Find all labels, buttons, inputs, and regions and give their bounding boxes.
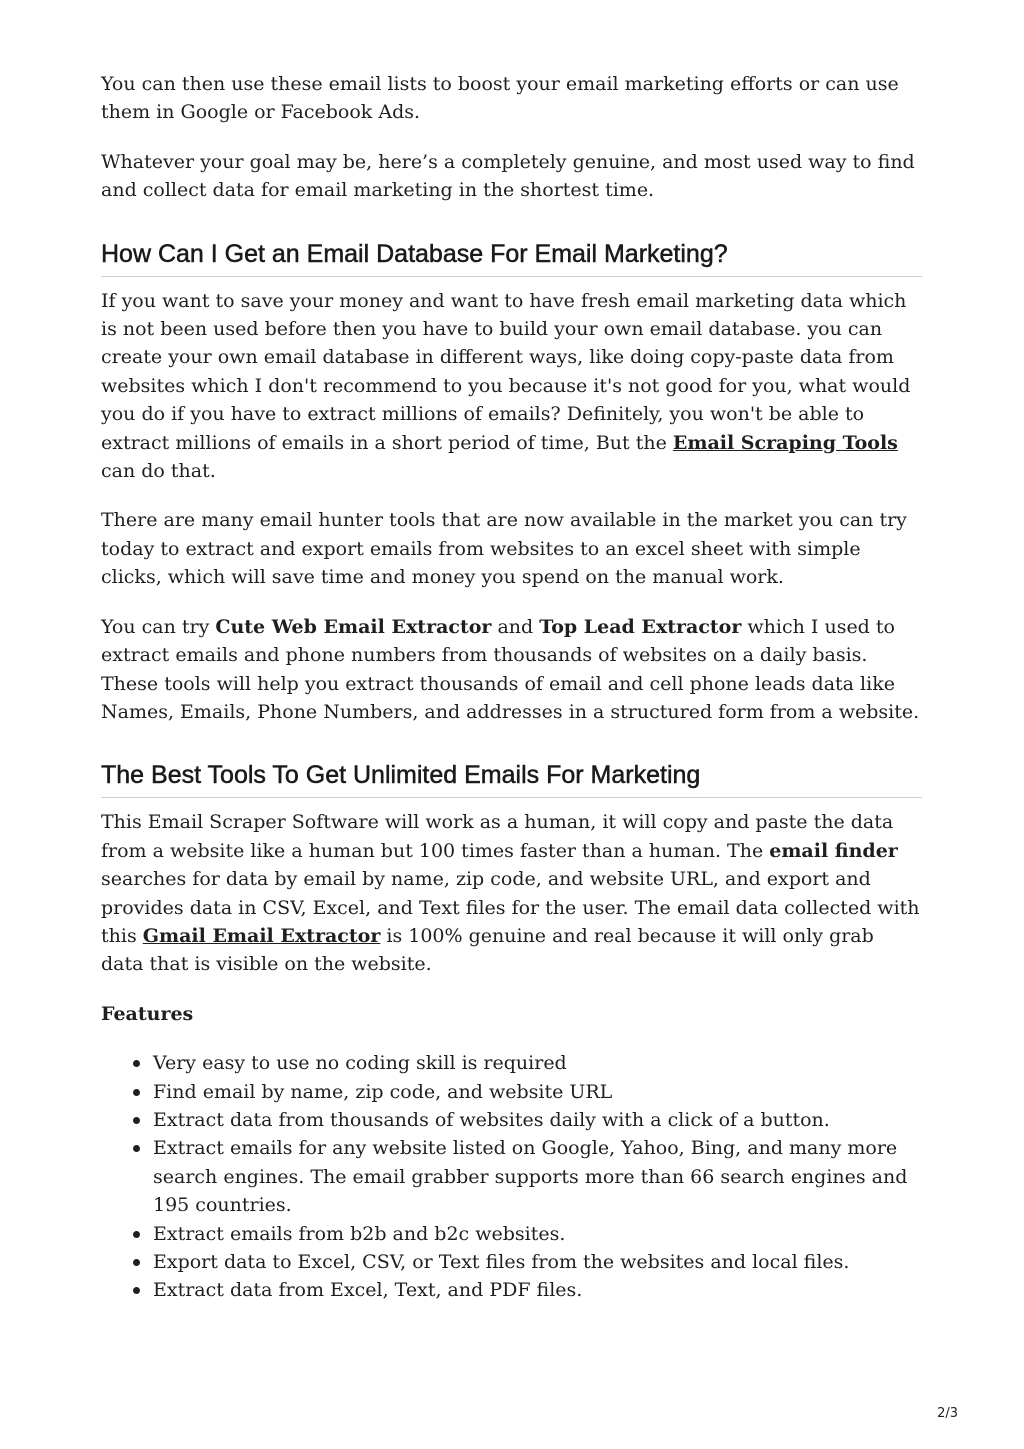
section1-paragraph-1 [101, 287, 922, 486]
section-heading-email-database: How Can I Get an Email Database For Email Marketing? [101, 239, 922, 277]
section1-paragraph-2: There are many email hunter tools that are now available in the market you can try today to extract and export emails from websites to an excel sheet with simple clicks, which will save time and money you spend on the manual work. [101, 509, 907, 589]
section1-p1-text-after: can do that. [101, 460, 216, 483]
section2-p1-text-c: is 100% genuine and real because it will only grab data that is visible on the website. [101, 924, 874, 976]
features-heading-text: Features [101, 1002, 194, 1025]
document-page [101, 70, 922, 1305]
top-lead-extractor-text: Top Lead Extractor [539, 615, 742, 638]
section1-paragraph-3 [101, 613, 922, 727]
email-scraping-tools-link[interactable]: Email Scraping Tools [672, 431, 898, 454]
list-item: Export data to Excel, CSV, or Text files from the websites and local files. [153, 1248, 922, 1276]
list-item: Extract data from thousands of websites daily with a click of a button. [153, 1106, 922, 1134]
email-finder-text: email finder [769, 839, 898, 862]
list-item: Extract data from Excel, Text, and PDF files. [153, 1276, 922, 1304]
list-item: Extract emails from b2b and b2c websites. [153, 1220, 922, 1248]
section2-p1-text-b: searches for data by email by name, zip code, and website URL, and export and provides data in CSV, Excel, and Text files for the user. The email data collected with this [101, 868, 920, 947]
intro-paragraph-2: Whatever your goal may be, here’s a completely genuine, and most used way to find and collect data for email marketing in the shortest time. [101, 150, 915, 202]
list-item: Very easy to use no coding skill is required [153, 1049, 922, 1077]
section1-p1-text-before: If you want to save your money and want to have fresh email marketing data which is not been used before then you have to build your own email database. you can create your own email database in different ways, like doing copy-paste data from websites which I don't recommend to you because it's not good for you, what would you do if you have to extract millions of emails? Definitely, you won't be able to extract millions of emails in a short period of time, But the [101, 289, 911, 454]
page-number: 2/3 [937, 1406, 958, 1421]
cute-web-email-extractor-text: Cute Web Email Extractor [215, 615, 492, 638]
gmail-email-extractor-link[interactable]: Gmail Email Extractor [142, 924, 381, 947]
section2-p1-text-a: This Email Scraper Software will work as a human, it will copy and paste the data from a website like a human but 100 times faster than a human. The [101, 811, 894, 862]
intro-paragraph-1: You can then use these email lists to boost your email marketing efforts or can use them in Google or Facebook Ads. [101, 73, 899, 124]
section1-p3-text-b: and [491, 615, 540, 638]
section2-paragraph-1 [101, 808, 922, 978]
list-item: Find email by name, zip code, and website URL [153, 1078, 922, 1106]
features-list [101, 1049, 922, 1305]
features-heading [101, 1000, 922, 1028]
list-item: Extract emails for any website listed on Google, Yahoo, Bing, and many more search engines. The email grabber supports more than 66 search engines and 195 countries. [153, 1134, 922, 1219]
section1-p3-text-a: You can try [101, 615, 216, 638]
section-heading-best-tools: The Best Tools To Get Unlimited Emails For Marketing [101, 760, 922, 798]
section1-p3-text-c: which I used to extract emails and phone numbers from thousands of websites on a daily basis. These tools will help you extract thousands of email and cell phone leads data like Names, Emails, Phone Numbers, and addresses in a structured form from a website. [101, 615, 920, 723]
